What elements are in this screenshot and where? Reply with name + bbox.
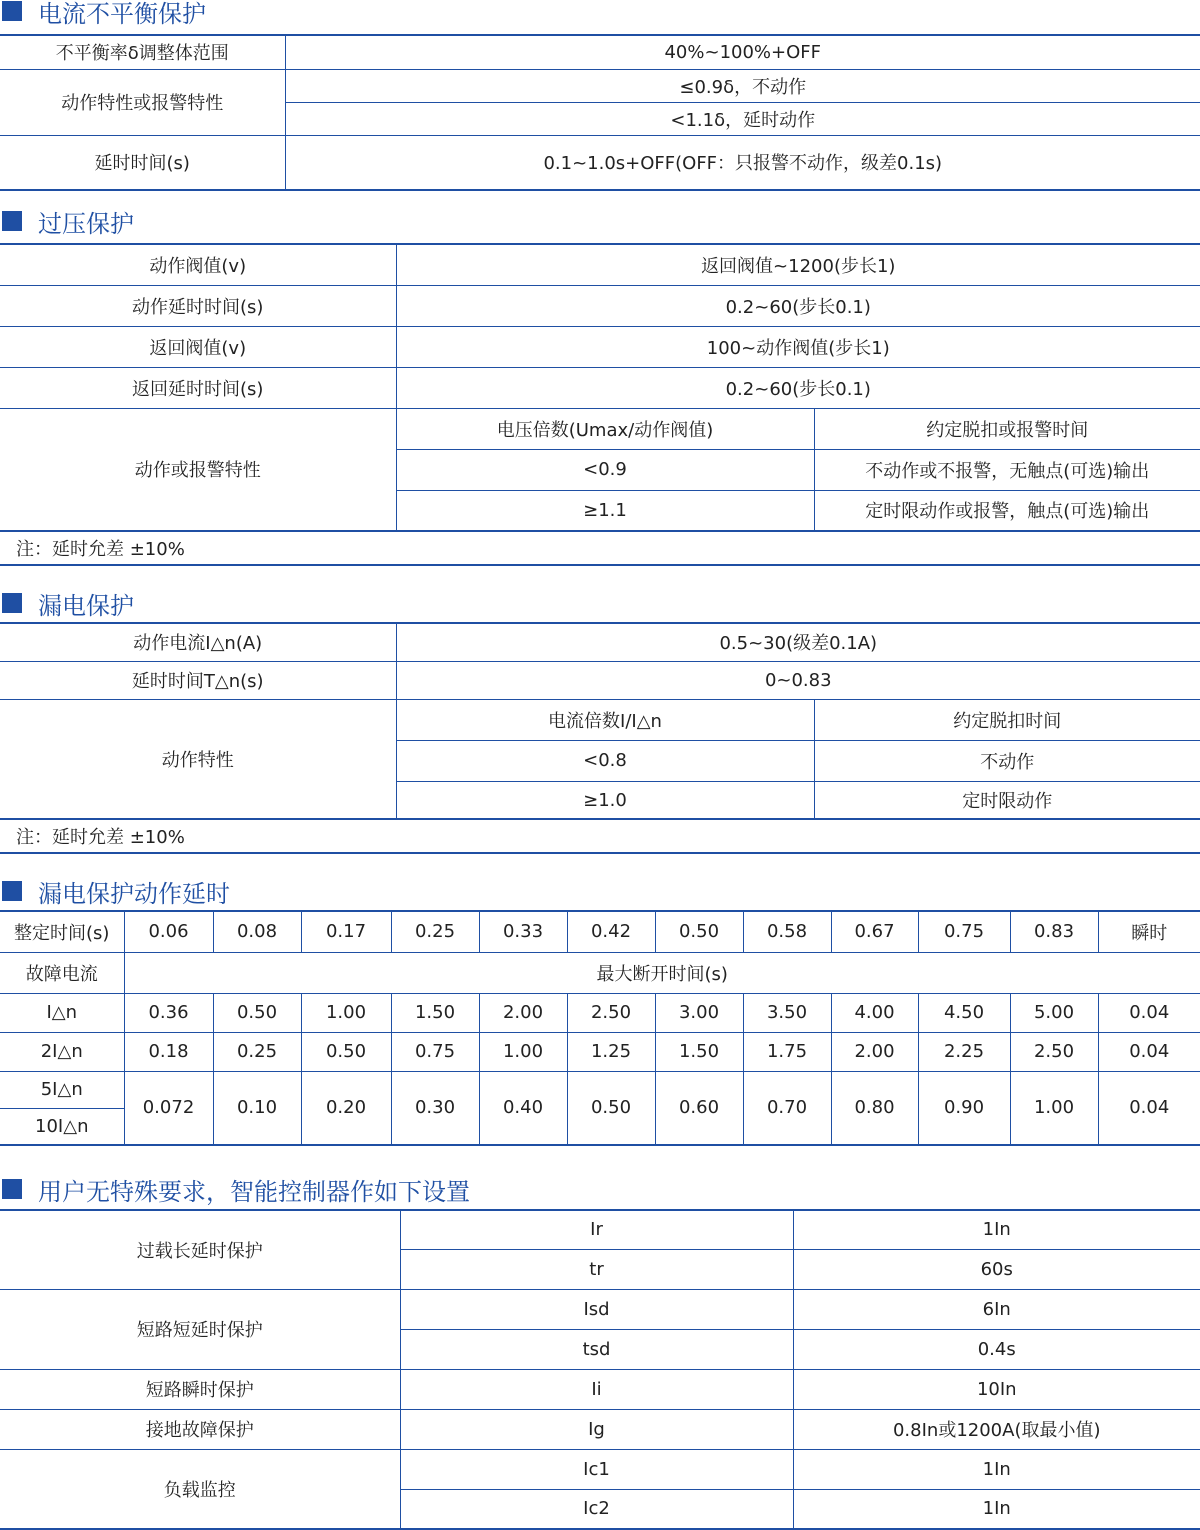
protection-label: 接地故障保护	[0, 1409, 400, 1449]
table-cell: 0.67	[831, 911, 918, 952]
setting-param: Ic2	[400, 1489, 793, 1529]
table-cell: 0.50	[301, 1032, 391, 1071]
table-cell: 0.40	[479, 1071, 567, 1145]
section-square-icon	[2, 1179, 22, 1199]
table-cell: 0.25	[213, 1032, 301, 1071]
section-square-icon	[2, 881, 22, 901]
section-square-icon	[2, 211, 22, 231]
table-cell: 2.00	[479, 993, 567, 1032]
column-header: 约定脱扣时间	[814, 699, 1200, 740]
fault-current-row-label: 2I△n	[0, 1032, 124, 1071]
section-title-leakage-delay	[0, 874, 230, 908]
table-cell: 0.50	[213, 993, 301, 1032]
table-cell: 1.25	[567, 1032, 655, 1071]
tolerance-note: 注：延时允差 ±10%	[0, 818, 1200, 854]
param-label: 返回阀值(v)	[0, 326, 396, 367]
setting-param: tsd	[400, 1329, 793, 1369]
max-break-time-label: 最大断开时间(s)	[124, 952, 1200, 993]
section-title-text: 过压保护	[38, 209, 134, 238]
table-cell: 不动作或不报警，无触点(可选)输出	[814, 449, 1200, 490]
section-title-current-unbalance	[0, 0, 206, 28]
table-cell: 2.00	[831, 1032, 918, 1071]
table-cell: 3.00	[655, 993, 743, 1032]
param-label: 延时时间(s)	[0, 135, 285, 190]
setting-value: 60s	[793, 1249, 1200, 1289]
table-cell: 0.30	[391, 1071, 479, 1145]
table-cell: 0.50	[567, 1071, 655, 1145]
param-label: 延时时间T△n(s)	[0, 661, 396, 699]
table-cell: 5.00	[1010, 993, 1098, 1032]
param-value: ≤0.9δ，不动作	[285, 69, 1200, 102]
table-cell: 定时限动作或报警，触点(可选)输出	[814, 490, 1200, 530]
param-label: 不平衡率δ调整体范围	[0, 35, 285, 69]
table-cell: 0.06	[124, 911, 213, 952]
table-cell: <0.8	[396, 740, 814, 781]
table-cell: 0.33	[479, 911, 567, 952]
protection-label: 过载长延时保护	[0, 1210, 400, 1289]
protection-label: 负载监控	[0, 1449, 400, 1529]
param-label: 动作电流I△n(A)	[0, 623, 396, 661]
section-title-text: 用户无特殊要求，智能控制器作如下设置	[38, 1177, 470, 1206]
table-cell: 0.75	[918, 911, 1010, 952]
param-value: 0.1~1.0s+OFF(OFF：只报警不动作，级差0.1s)	[285, 135, 1200, 190]
table-cell: 0.83	[1010, 911, 1098, 952]
setting-param: Isd	[400, 1289, 793, 1329]
setting-param: Ic1	[400, 1449, 793, 1489]
param-value: 0.2~60(步长0.1)	[396, 285, 1200, 326]
table-cell: 4.00	[831, 993, 918, 1032]
section-square-icon	[2, 1, 22, 21]
param-value: 100~动作阀值(步长1)	[396, 326, 1200, 367]
setting-value: 0.4s	[793, 1329, 1200, 1369]
table-cell: 0.25	[391, 911, 479, 952]
table-cell: 0.18	[124, 1032, 213, 1071]
fault-current-row-label: 5I△n	[0, 1071, 124, 1108]
setting-time-label: 整定时间(s)	[0, 911, 124, 952]
param-label: 返回延时时间(s)	[0, 367, 396, 408]
param-value: 40%~100%+OFF	[285, 35, 1200, 69]
setting-value: 10In	[793, 1369, 1200, 1409]
table-cell: ≥1.1	[396, 490, 814, 530]
section-title-default-settings	[0, 1172, 470, 1206]
section-title-text: 漏电保护	[38, 591, 134, 620]
setting-value: 1In	[793, 1210, 1200, 1249]
table-cell: 0.42	[567, 911, 655, 952]
table-cell: 0.36	[124, 993, 213, 1032]
fault-current-label: 故障电流	[0, 952, 124, 993]
section-square-icon	[2, 593, 22, 613]
table-cell: 0.17	[301, 911, 391, 952]
setting-param: Ig	[400, 1409, 793, 1449]
table-cell: 定时限动作	[814, 781, 1200, 819]
fault-current-row-label: I△n	[0, 993, 124, 1032]
table-cell: 0.58	[743, 911, 831, 952]
column-header: 约定脱扣或报警时间	[814, 408, 1200, 449]
tolerance-note: 注：延时允差 ±10%	[0, 530, 1200, 566]
table-cell: 0.04	[1098, 1071, 1200, 1145]
table-cell: 0.80	[831, 1071, 918, 1145]
characteristic-label: 动作特性	[0, 699, 396, 819]
table-cell: 4.50	[918, 993, 1010, 1032]
leakage-table	[0, 622, 1200, 819]
table-cell: 0.70	[743, 1071, 831, 1145]
table-cell: 0.20	[301, 1071, 391, 1145]
table-cell: ≥1.0	[396, 781, 814, 819]
param-label: 动作延时时间(s)	[0, 285, 396, 326]
default-settings-table	[0, 1209, 1200, 1530]
param-value: 0~0.83	[396, 661, 1200, 699]
param-value: <1.1δ，延时动作	[285, 102, 1200, 135]
table-cell: <0.9	[396, 449, 814, 490]
table-cell: 0.60	[655, 1071, 743, 1145]
table-cell: 1.50	[391, 993, 479, 1032]
section-title-leakage	[0, 586, 134, 620]
section-title-text: 漏电保护动作延时	[38, 879, 230, 908]
setting-value: 6In	[793, 1289, 1200, 1329]
param-label: 动作阀值(v)	[0, 244, 396, 285]
table-cell: 0.072	[124, 1071, 213, 1145]
fault-current-row-label: 10I△n	[0, 1108, 124, 1145]
table-cell: 0.75	[391, 1032, 479, 1071]
table-cell: 0.10	[213, 1071, 301, 1145]
setting-value: 0.8In或1200A(取最小值)	[793, 1409, 1200, 1449]
param-value: 返回阀值~1200(步长1)	[396, 244, 1200, 285]
table-cell: 1.75	[743, 1032, 831, 1071]
setting-param: tr	[400, 1249, 793, 1289]
table-cell: 0.04	[1098, 993, 1200, 1032]
setting-param: Ir	[400, 1210, 793, 1249]
characteristic-label: 动作或报警特性	[0, 408, 396, 530]
setting-value: 1In	[793, 1449, 1200, 1489]
protection-label: 短路短延时保护	[0, 1289, 400, 1369]
overvoltage-table	[0, 243, 1200, 530]
protection-label: 短路瞬时保护	[0, 1369, 400, 1409]
table-cell: 3.50	[743, 993, 831, 1032]
current-unbalance-table	[0, 34, 1200, 191]
table-cell: 0.90	[918, 1071, 1010, 1145]
table-cell: 1.00	[479, 1032, 567, 1071]
column-header: 电流倍数I/I△n	[396, 699, 814, 740]
table-cell: 0.04	[1098, 1032, 1200, 1071]
table-cell: 不动作	[814, 740, 1200, 781]
table-cell: 2.50	[567, 993, 655, 1032]
param-value: 0.5~30(级差0.1A)	[396, 623, 1200, 661]
table-cell: 1.50	[655, 1032, 743, 1071]
table-cell: 1.00	[301, 993, 391, 1032]
setting-param: Ii	[400, 1369, 793, 1409]
table-cell: 0.50	[655, 911, 743, 952]
column-header: 电压倍数(Umax/动作阀值)	[396, 408, 814, 449]
param-label: 动作特性或报警特性	[0, 69, 285, 135]
param-value: 0.2~60(步长0.1)	[396, 367, 1200, 408]
table-cell: 瞬时	[1098, 911, 1200, 952]
section-title-text: 电流不平衡保护	[38, 0, 206, 28]
table-cell: 2.50	[1010, 1032, 1098, 1071]
section-title-overvoltage	[0, 204, 134, 238]
table-cell: 0.08	[213, 911, 301, 952]
setting-value: 1In	[793, 1489, 1200, 1529]
leakage-delay-table	[0, 910, 1200, 1146]
table-cell: 1.00	[1010, 1071, 1098, 1145]
table-cell: 2.25	[918, 1032, 1010, 1071]
